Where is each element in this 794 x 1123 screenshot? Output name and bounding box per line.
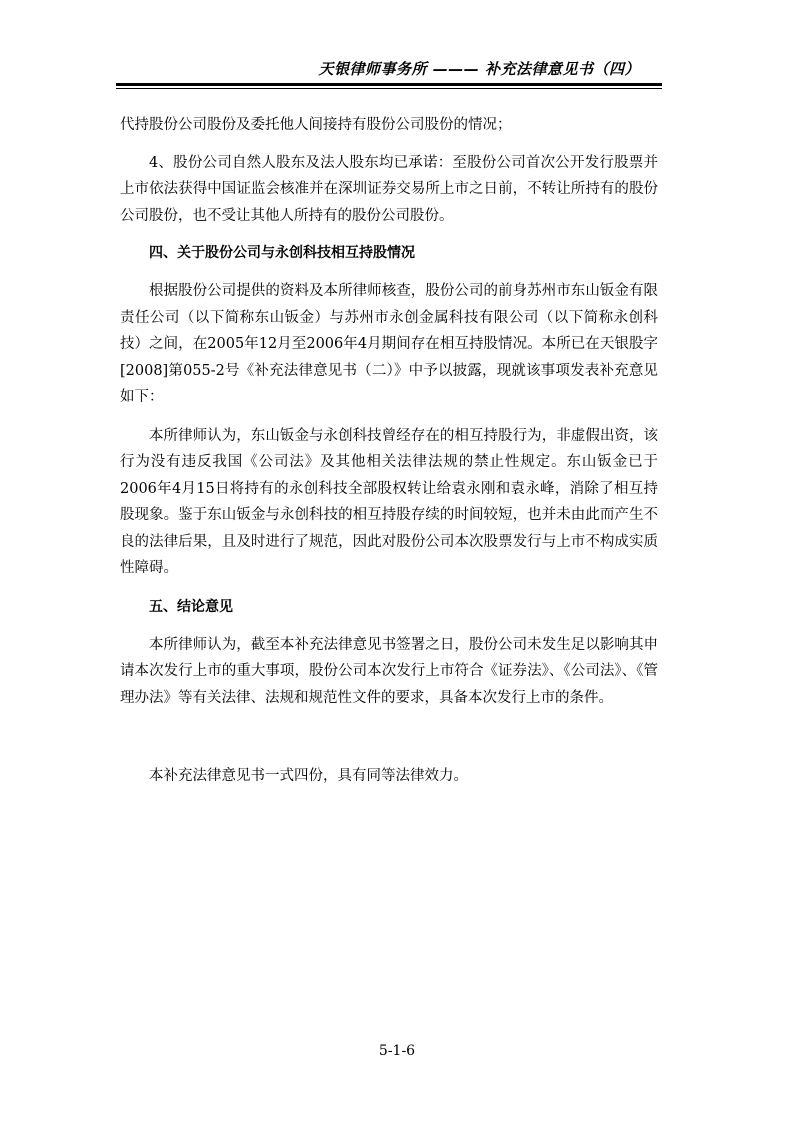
header-rule-thin (116, 88, 662, 89)
section-heading-4: 四、关于股份公司与永创科技相互持股情况 (149, 245, 415, 261)
paragraph-copies: 本补充法律意见书一式四份，具有同等法律效力。 (149, 768, 468, 784)
paragraph-section4-1: 根据股份公司提供的资料及本所律师核查，股份公司的前身苏州市东山钣金有限责任公司（以下简称东山钣金）与苏州市永创金属科技有限公司（以下简称永创科技）之间，在2005年12月至2006年4月期间存在相互持股情况。本所已在天银股字[2008]第055-2号《补充法律意见书（二）》中予以披露，现就该事项发表补充意见如下： (120, 283, 658, 405)
page-header (116, 50, 662, 90)
paragraph-continuation: 代持股份公司股份及委托他人间接持有股份公司股份的情况； (120, 117, 512, 133)
header-title: 天银律师事务所 ——— 补充法律意见书（四） (318, 60, 640, 78)
section-heading-5: 五、结论意见 (149, 598, 233, 615)
document-body (120, 112, 658, 790)
paragraph-section4-2: 本所律师认为，东山钣金与永创科技曾经存在的相互持股行为，非虚假出资，该行为没有违反我国《公司法》及其他相关法律法规的禁止性规定。东山钣金已于2006年4月15日将持有的永创科技全部股权转让给袁永刚和袁永峰，消除了相互持股现象。鉴于东山钣金与永创科技的相互持股存续的时间较短，也并未由此而产生不良的法律后果，且及时进行了规范，因此对股份公司本次股票发行与上市不构成实质性障碍。 (120, 427, 658, 576)
paragraph-section5-1: 本所律师认为，截至本补充法律意见书签署之日，股份公司未发生足以影响其申请本次发行上市的重大事项，股份公司本次发行上市符合《证券法》、《公司法》、《管理办法》等有关法律、法规和规范性文件的要求，具备本次发行上市的条件。 (120, 636, 658, 706)
page-number: 5-1-6 (378, 1043, 416, 1059)
header-rule-thick (116, 83, 662, 86)
paragraph-item-4: 4、股份公司自然人股东及法人股东均已承诺：至股份公司首次公开发行股票并上市依法获得中国证监会核准并在深圳证券交易所上市之日前，不转让所持有的股份公司股份，也不受让其他人所持有的股份公司股份。 (120, 154, 658, 224)
